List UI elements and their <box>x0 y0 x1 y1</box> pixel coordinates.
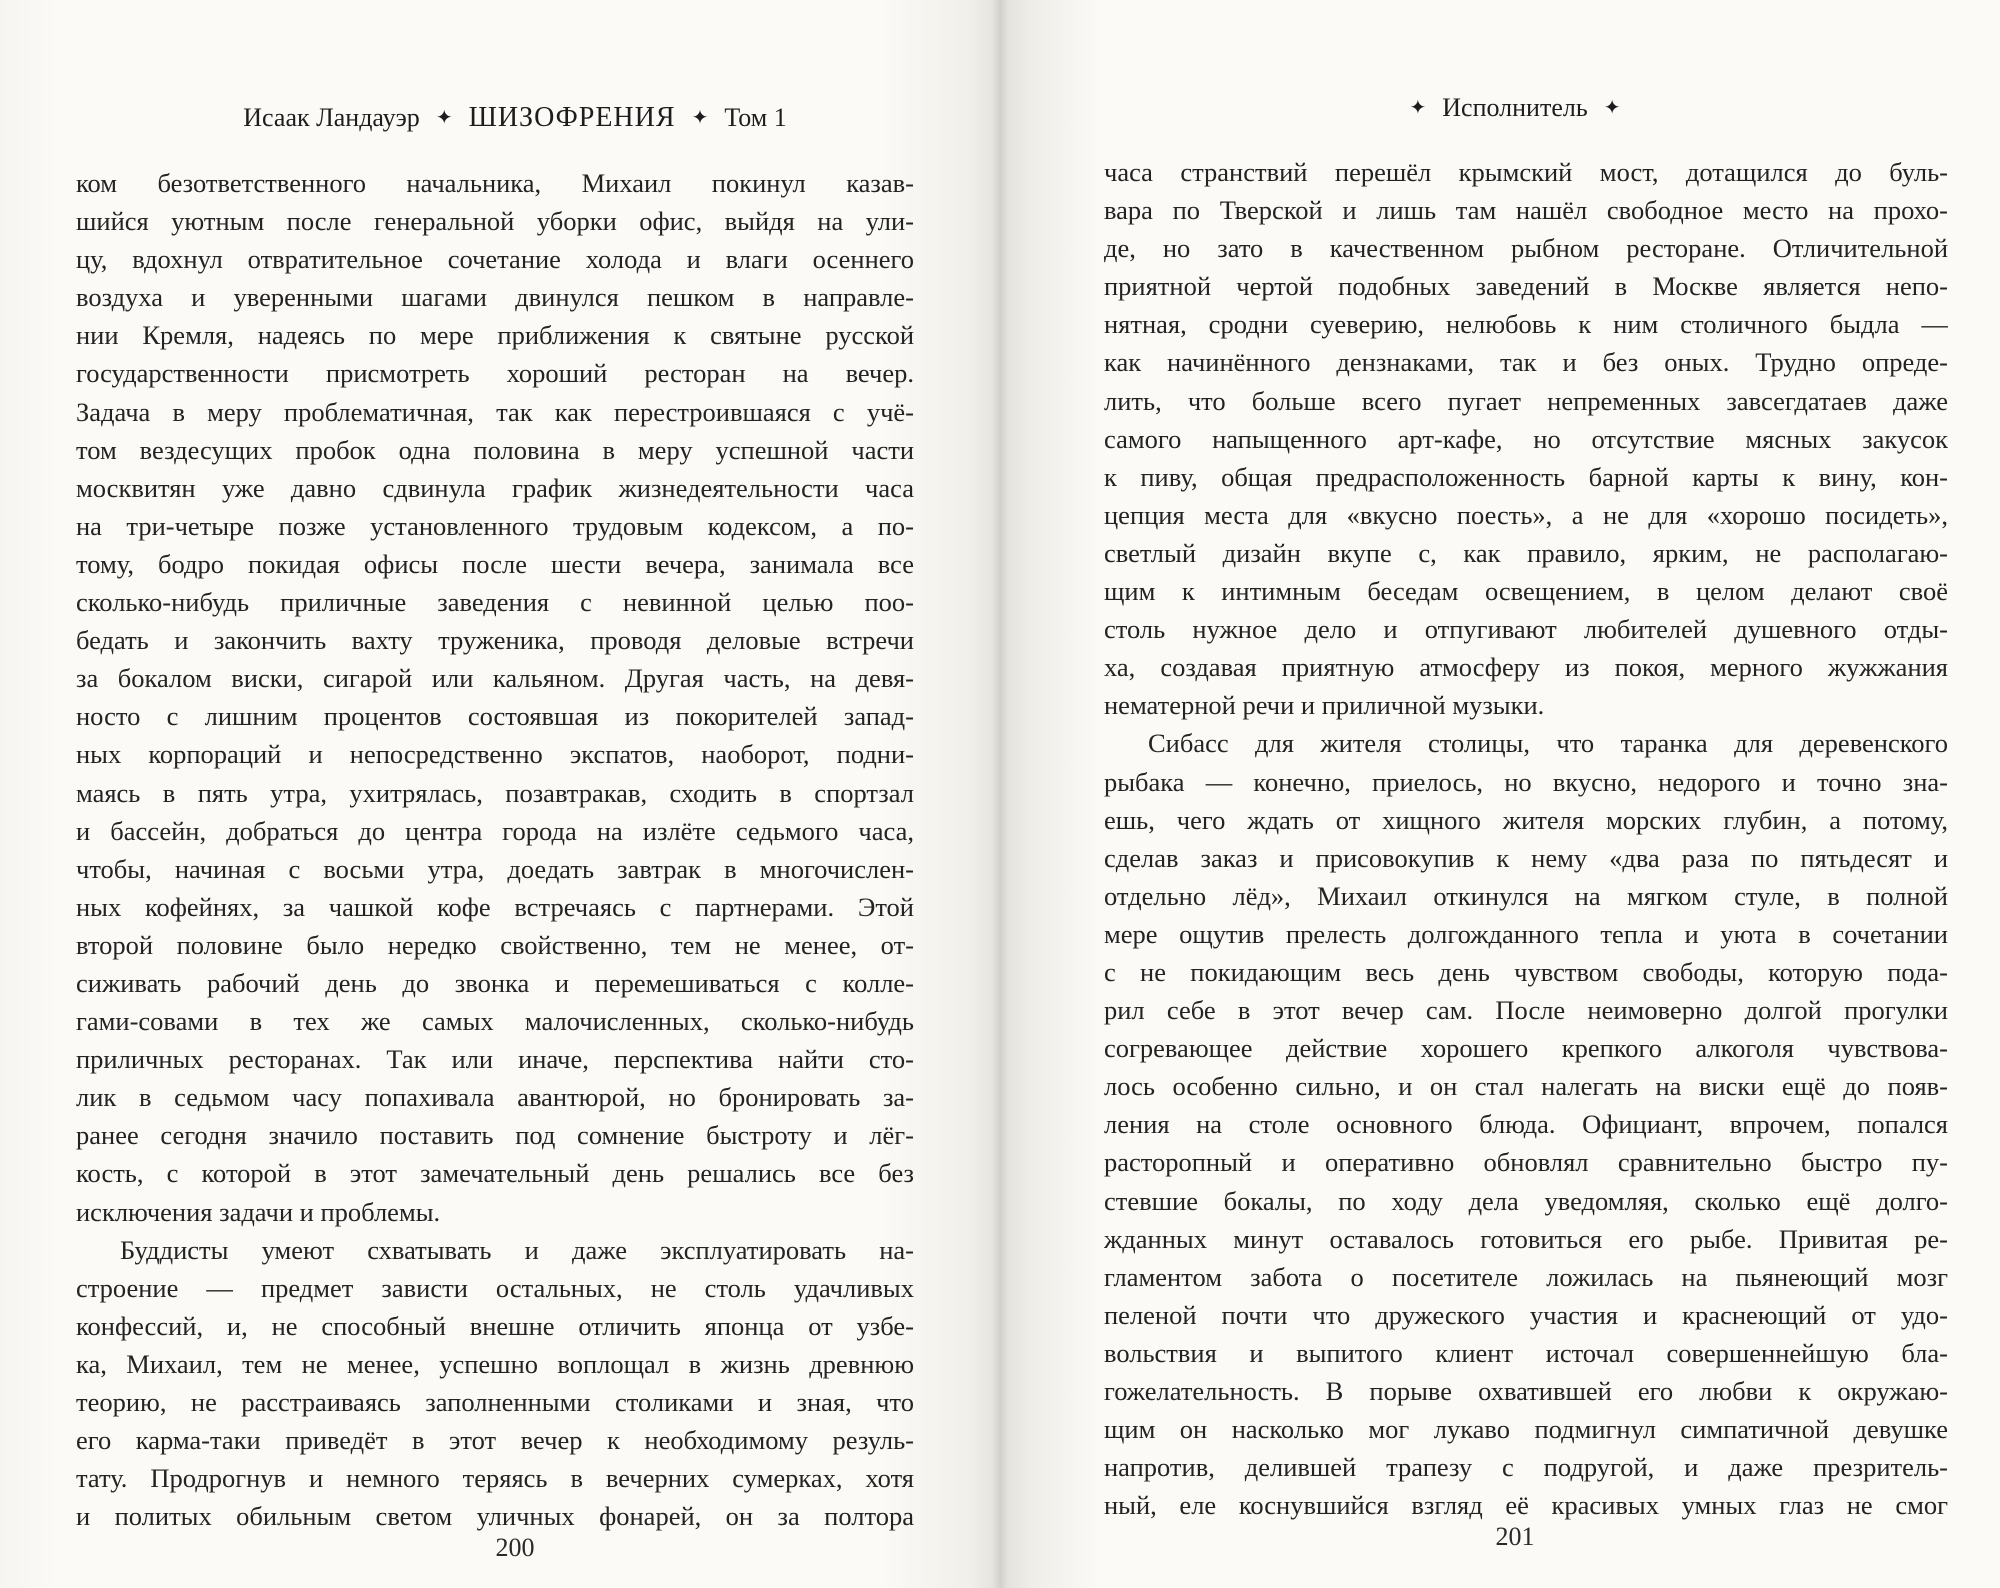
paragraph-end-line: нематерной речи и приличной музыки. <box>1104 690 1545 721</box>
text-line: тому, бодро покидая офисы после шести вечера, занимала все <box>76 548 914 579</box>
text-line: сиживать рабочий день до звонка и перемешиваться с колле- <box>76 967 914 998</box>
text-line: ком безответственного начальника, Михаил покинул казав- <box>76 168 914 198</box>
left-page-text <box>76 164 914 1535</box>
text-line: рыбака — конечно, приелось, но вкусно, недорого и точно зна- <box>1104 766 1948 797</box>
text-line: маясь в пять утра, ухитрялась, позавтракав, сходить в спортзал <box>76 777 914 808</box>
right-page-text <box>1104 153 1948 1524</box>
ornament-star-icon: ✦ <box>691 106 709 129</box>
right-running-head <box>1000 88 2000 128</box>
text-line: ранее сегодня значило поставить под сомнение быстроту и лёг- <box>76 1120 914 1151</box>
text-line: сколько-нибудь приличные заведения с невинной целью поо- <box>76 587 914 618</box>
text-line: гламентом забота о посетителе ложилась на пьянеющий мозг <box>1104 1261 1948 1292</box>
text-line: часа странствий перешёл крымский мост, дотащился до буль- <box>1104 157 1948 187</box>
text-line: с не покидающим весь день чувством свободы, которую пода- <box>1104 956 1948 987</box>
text-line: и бассейн, добраться до центра города на излёте седьмого часа, <box>76 815 914 846</box>
text-line: ных корпораций и непосредственно экспатов, наоборот, подни- <box>76 739 914 770</box>
book-title: ШИЗОФРЕНИЯ <box>468 102 676 133</box>
text-line: второй половине было нередко свойственно, тем не менее, от- <box>76 929 914 960</box>
text-line: строение — предмет зависти остальных, не столь удачливых <box>76 1272 914 1303</box>
text-line: бедать и закончить вахту труженика, проводя деловые встречи <box>76 625 914 656</box>
ornament-star-icon: ✦ <box>435 106 453 129</box>
text-line: шийся уютным после генеральной уборки офис, выйдя на ули- <box>76 206 914 237</box>
paragraph-end-line: исключения задачи и проблемы. <box>76 1196 441 1227</box>
text-line: отдельно лёд», Михаил откинулся на мягком стуле, в полной <box>1104 880 1948 911</box>
text-line: самого напыщенного арт-кафе, но отсутствие мясных закусок <box>1104 423 1948 454</box>
text-line: ных кофейнях, за чашкой кофе встречаясь с партнерами. Этой <box>76 891 914 922</box>
ornament-star-icon: ✦ <box>1409 96 1427 119</box>
paragraph-start-line: Буддисты умеют схватывать и даже эксплуатировать на- <box>120 1234 914 1265</box>
text-line: лить, что больше всего пугает непременных завсегдатаев даже <box>1104 385 1948 416</box>
left-running-head <box>0 98 1000 138</box>
text-line: ха, создавая приятную атмосферу из покоя, мерного жужжания <box>1104 652 1948 683</box>
page-number: 201 <box>1495 1522 1535 1551</box>
text-line: на три-четыре позже установленного трудовым кодексом, а по- <box>76 510 914 541</box>
text-line: приятной чертой подобных заведений в Москве является непо- <box>1104 271 1948 302</box>
volume-label: Том 1 <box>724 103 787 132</box>
text-line: кость, с которой в этот замечательный день решались все без <box>76 1158 914 1189</box>
text-line: расторопный и оперативно обновлял сравнительно быстро пу- <box>1104 1147 1948 1178</box>
text-line: Задача в меру проблематичная, так как перестроившаяся с учё- <box>76 396 914 427</box>
text-line: воздуха и уверенными шагами двинулся пешком в направле- <box>76 282 914 313</box>
text-line: пеленой почти что дружеского участия и краснеющий от удо- <box>1104 1299 1948 1330</box>
text-line: и политых обильным светом уличных фонарей, он за полтора <box>76 1501 914 1532</box>
right-page <box>1000 0 2000 1588</box>
page-number: 200 <box>495 1533 535 1562</box>
text-line: столь нужное дело и отпугивают любителей душевного отды- <box>1104 614 1948 645</box>
text-line: как начинённого дензнаками, так и без оных. Трудно опреде- <box>1104 347 1948 378</box>
text-line: носто с лишним процентов состоявшая из покорителей запад- <box>76 701 914 732</box>
text-line: его карма-таки приведёт в этот вечер к необходимому резуль- <box>76 1425 914 1456</box>
text-line: щим он насколько мог лукаво подмигнул симпатичной девушке <box>1104 1414 1948 1445</box>
text-line: к пиву, общая предрасположенность барной карты к вину, кон- <box>1104 461 1948 492</box>
text-line: согревающее действие хорошего крепкого алкоголя чувствова- <box>1104 1033 1948 1064</box>
text-line: за бокалом виски, сигарой или кальяном. Другая часть, на девя- <box>76 663 914 694</box>
text-line: том вездесущих пробок одна половина в меру успешной части <box>76 434 914 465</box>
text-line: нятная, сродни суеверию, нелюбовь к ним столичного быдла — <box>1104 309 1948 340</box>
ornament-star-icon: ✦ <box>1603 96 1621 119</box>
text-line: нии Кремля, надеясь по мере приближения к святыне русской <box>76 320 914 351</box>
text-line: ешь, чего ждать от хищного жителя морских глубин, а потому, <box>1104 804 1948 835</box>
text-line: рил себе в этот вечер сам. После неимоверно долгой прогулки <box>1104 995 1948 1026</box>
text-line: гами-совами в тех же самых малочисленных, сколько-нибудь <box>76 1006 914 1037</box>
text-line: де, но зато в качественном рыбном ресторане. Отличительной <box>1104 233 1948 264</box>
text-line: конфессий, и, не способный внешне отличить японца от узбе- <box>76 1310 914 1341</box>
text-line: ный, еле коснувшийся взгляд её красивых умных глаз не смог <box>1104 1490 1948 1521</box>
text-line: цепция места для «вкусно поесть», а не для «хорошо посидеть», <box>1104 499 1948 530</box>
text-line: тату. Продрогнув и немного теряясь в вечерних сумерках, хотя <box>76 1463 914 1494</box>
text-line: приличных ресторанах. Так или иначе, перспектива найти сто- <box>76 1044 914 1075</box>
text-line: мере ощутив прелесть долгожданного тепла и уюта в сочетании <box>1104 918 1948 949</box>
text-line: цу, вдохнул отвратительное сочетание холода и влаги осеннего <box>76 244 914 275</box>
text-line: светлый дизайн вкупе с, как правило, ярким, не располагаю- <box>1104 537 1948 568</box>
text-line: щим к интимным беседам освещением, в целом делают своё <box>1104 576 1948 607</box>
text-line: напротив, делившей трапезу с подругой, и даже презритель- <box>1104 1452 1948 1483</box>
book-gutter-shadow <box>992 0 1008 1588</box>
text-line: москвитян уже давно сдвинула график жизнедеятельности часа <box>76 472 914 503</box>
text-line: гожелательность. В порыве охватившей его любви к окружаю- <box>1104 1376 1948 1406</box>
text-line: теорию, не расстраиваясь заполненными столиками и зная, что <box>76 1387 914 1417</box>
text-line: жданных минут оставалось готовиться его рыбе. Привитая ре- <box>1104 1223 1948 1254</box>
text-line: ления на столе основного блюда. Официант, впрочем, попался <box>1104 1109 1948 1140</box>
text-line: вара по Тверской и лишь там нашёл свободное место на прохо- <box>1104 195 1948 226</box>
text-line: лик в седьмом часу попахивала авантюрой, но бронировать за- <box>76 1082 914 1113</box>
author-name: Исаак Ландауэр <box>243 103 420 132</box>
text-line: ка, Михаил, тем не менее, успешно воплощал в жизнь древнюю <box>76 1348 914 1379</box>
section-title: Исполнитель <box>1442 93 1588 122</box>
text-line: стевшие бокалы, по ходу дела уведомляя, сколько ещё долго- <box>1104 1185 1948 1216</box>
text-line: государственности присмотреть хороший ресторан на вечер. <box>76 358 914 389</box>
text-line: вольствия и выпитого клиент источал совершеннейшую бла- <box>1104 1337 1948 1368</box>
paragraph-start-line: Сибасс для жителя столицы, что таранка для деревенского <box>1148 728 1948 759</box>
text-line: чтобы, начиная с восьми утра, доедать завтрак в многочислен- <box>76 853 914 884</box>
text-line: лось особенно сильно, и он стал налегать на виски ещё до появ- <box>1104 1071 1948 1102</box>
text-line: сделав заказ и присовокупив к нему «два раза по пятьдесят и <box>1104 842 1948 873</box>
